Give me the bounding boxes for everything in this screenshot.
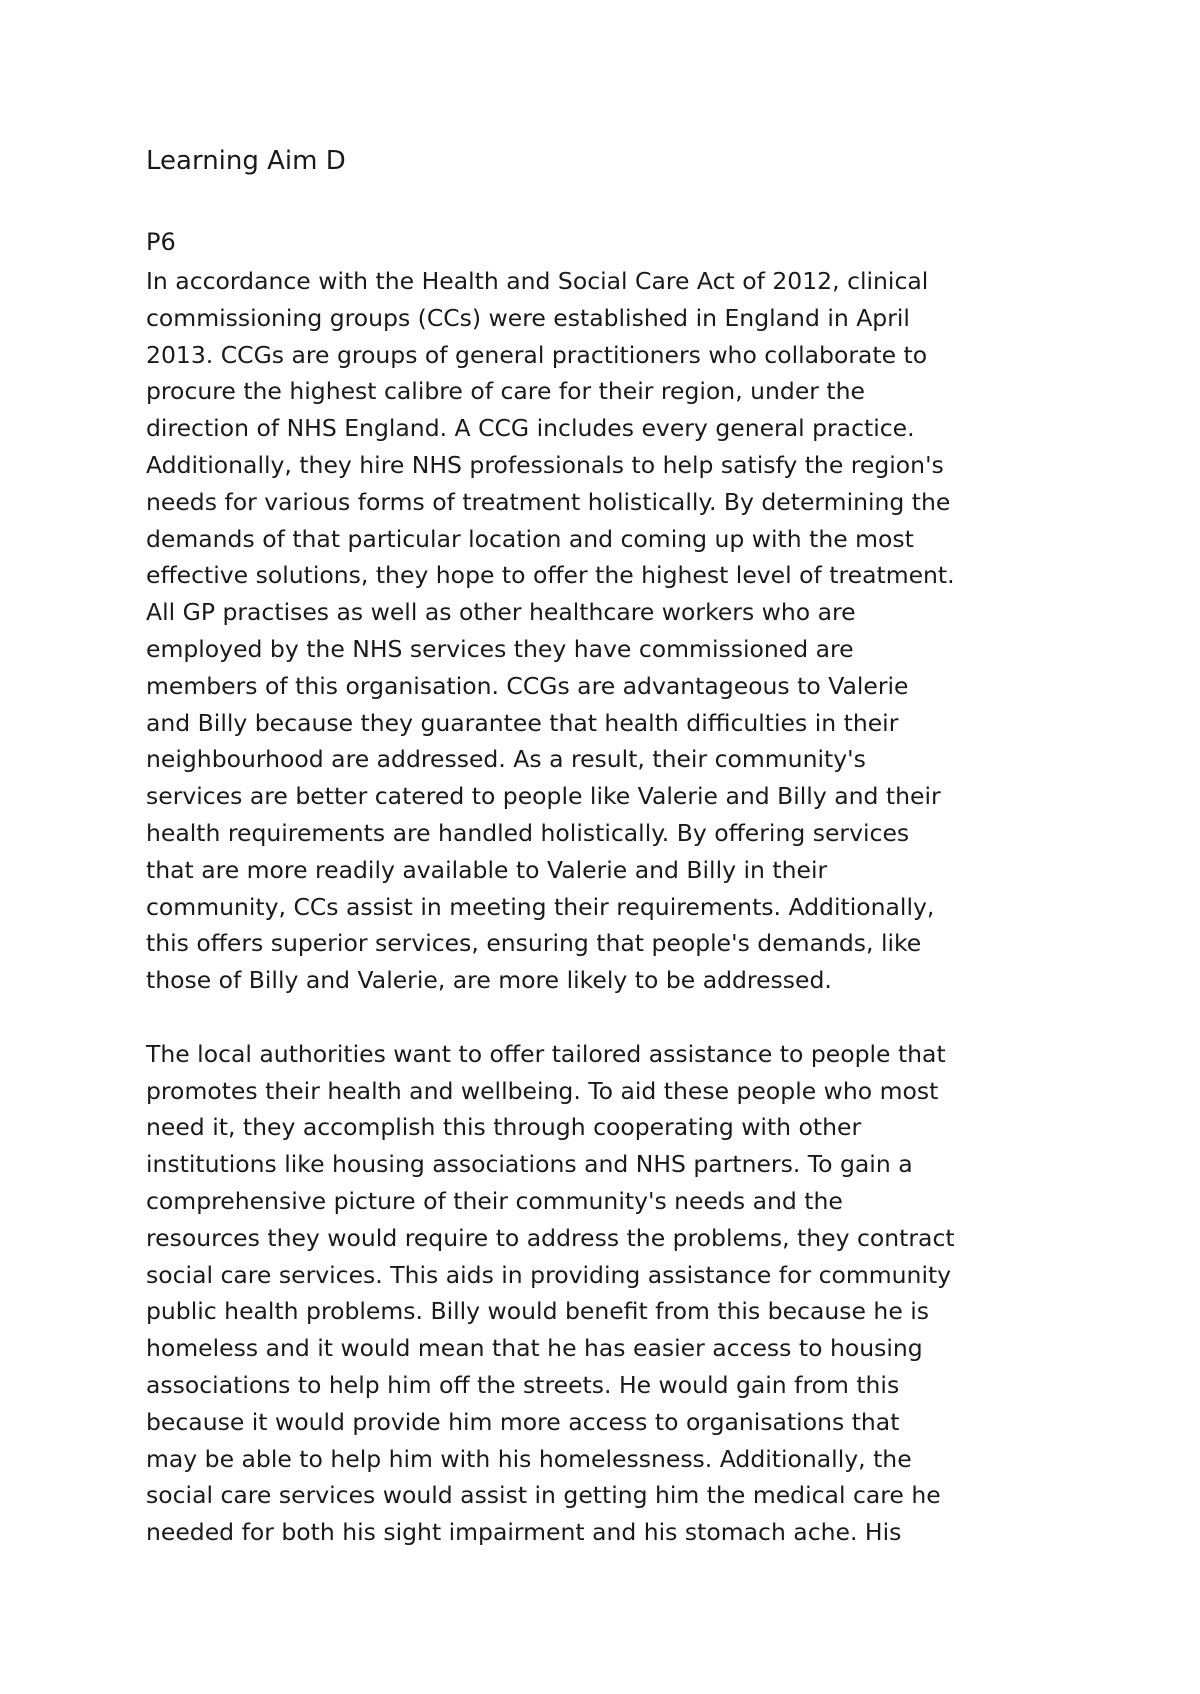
text-line: and Billy because they guarantee that health difficulties in their <box>146 708 899 737</box>
text-line: In accordance with the Health and Social Care Act of 2012, clinical <box>146 267 929 295</box>
text-line: need it, they accomplish this through cooperating with other <box>146 1113 862 1142</box>
text-line: members of this organisation. CCGs are advantageous to Valerie <box>146 671 909 700</box>
paragraph <box>146 263 1086 999</box>
text-line: Additionally, they hire NHS professionals to help satisfy the region's <box>146 450 944 479</box>
text-line: those of Billy and Valerie, are more likely to be addressed. <box>146 966 832 995</box>
text-line: homeless and it would mean that he has easier access to housing <box>146 1334 923 1363</box>
text-line: social care services. This aids in providing assistance for community <box>146 1260 952 1289</box>
text-line: health requirements are handled holistically. By offering services <box>146 818 910 847</box>
text-line: promotes their health and wellbeing. To aid these people who most <box>146 1076 939 1105</box>
text-line: that are more readily available to Valerie and Billy in their <box>146 855 828 884</box>
document-page <box>146 143 1086 1551</box>
text-line: commissioning groups (CCs) were established in England in April <box>146 303 910 332</box>
section-heading: P6 <box>146 228 176 256</box>
text-line: comprehensive picture of their community's needs and the <box>146 1186 843 1215</box>
paragraph-gap <box>146 999 1086 1036</box>
text-line: neighbourhood are addressed. As a result, their community's <box>146 745 866 774</box>
text-line: institutions like housing associations and NHS partners. To gain a <box>146 1150 913 1179</box>
text-line: services are better catered to people like Valerie and Billy and their <box>146 782 941 811</box>
text-line: because it would provide him more access to organisations that <box>146 1407 900 1436</box>
text-line: demands of that particular location and coming up with the most <box>146 524 914 553</box>
paragraph <box>146 1036 1086 1551</box>
text-line: All GP practises as well as other healthcare workers who are <box>146 598 856 627</box>
text-line: social care services would assist in getting him the medical care he <box>146 1481 941 1510</box>
text-line: needed for both his sight impairment and his stomach ache. His <box>146 1518 902 1547</box>
text-line: needs for various forms of treatment holistically. By determining the <box>146 487 951 516</box>
text-line: associations to help him off the streets. He would gain from this <box>146 1370 900 1399</box>
text-line: this offers superior services, ensuring that people's demands, like <box>146 929 922 958</box>
text-line: community, CCs assist in meeting their requirements. Additionally, <box>146 892 935 921</box>
text-line: direction of NHS England. A CCG includes every general practice. <box>146 414 915 443</box>
text-line: procure the highest calibre of care for their region, under the <box>146 377 865 406</box>
text-line: resources they would require to address the problems, they contract <box>146 1223 955 1252</box>
body-text <box>146 263 1086 1551</box>
text-line: public health problems. Billy would benefit from this because he is <box>146 1297 930 1326</box>
text-line: employed by the NHS services they have commissioned are <box>146 634 854 663</box>
text-line: 2013. CCGs are groups of general practitioners who collaborate to <box>146 340 928 369</box>
text-line: may be able to help him with his homelessness. Additionally, the <box>146 1444 912 1473</box>
text-line: effective solutions, they hope to offer the highest level of treatment. <box>146 561 955 590</box>
text-line: The local authorities want to offer tailored assistance to people that <box>146 1039 946 1068</box>
document-title: Learning Aim D <box>146 146 346 176</box>
